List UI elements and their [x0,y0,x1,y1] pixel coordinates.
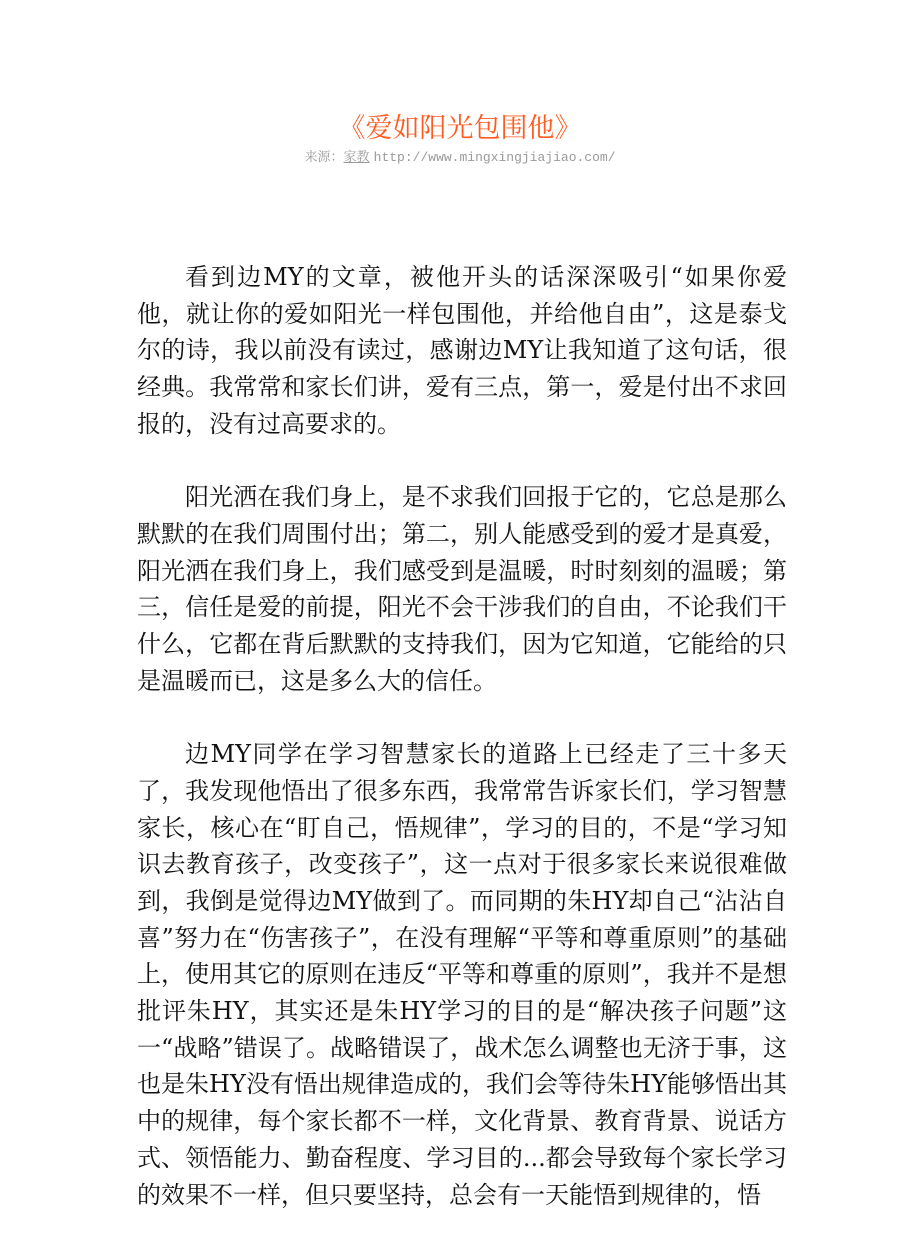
paragraph: 阳光洒在我们身上，是不求我们回报于它的，它总是那么默默的在我们周围付出；第二，别人能感受到的爱才是真爱，阳光洒在我们身上，我们感受到是温暖，时时刻刻的温暖；第三，信任是爱的前提，阳光不会干涉我们的自由，不论我们干什么，它都在背后默默的支持我们，因为它知道，它能给的只是温暖而已，这是多么大的信任。 [137,483,787,695]
paragraph: 边MY同学在学习智慧家长的道路上已经走了三十多天了，我发现他悟出了很多东西，我常常告诉家长们，学习智慧家长，核心在“盯自己，悟规律”，学习的目的，不是“学习知识去教育孩子，改变孩子”，这一点对于很多家长来说很难做到，我倒是觉得边MY做到了。而同期的朱HY却自己“沾沾自喜”努力在“伤害孩子”，在没有理解“平等和尊重原则”的基础上，使用其它的原则在违反“平等和尊重的原则”，我并不是想批评朱HY，其实还是朱HY学习的目的是“解决孩子问题”这一“战略”错误了。战略错误了，战术怎么调整也无济于事，这也是朱HY没有悟出规律造成的，我们会等待朱HY能够悟出其中的规律，每个家长都不一样，文化背景、教育背景、说话方式、领悟能力、勤奋程度、学习目的...都会导致每个家长学习的效果不一样，但只要坚持，总会有一天能悟到规律的，悟 [137,740,787,1209]
source-label: 来源： [304,150,344,165]
article-source [0,146,920,165]
source-link[interactable]: 家教 [343,150,370,165]
article-title: 《爱如阳光包围他》 [338,113,582,144]
source-url[interactable]: http://www.mingxingjiajiao.com/ [373,150,616,165]
article-body [137,259,787,1250]
paragraph: 看到边MY的文章，被他开头的话深深吸引“如果你爱他，就让你的爱如阳光一样包围他，并给他自由”，这是泰戈尔的诗，我以前没有读过，感谢边MY让我知道了这句话，很经典。我常常和家长们讲，爱有三点，第一，爱是付出不求回报的，没有过高要求的。 [137,263,787,438]
